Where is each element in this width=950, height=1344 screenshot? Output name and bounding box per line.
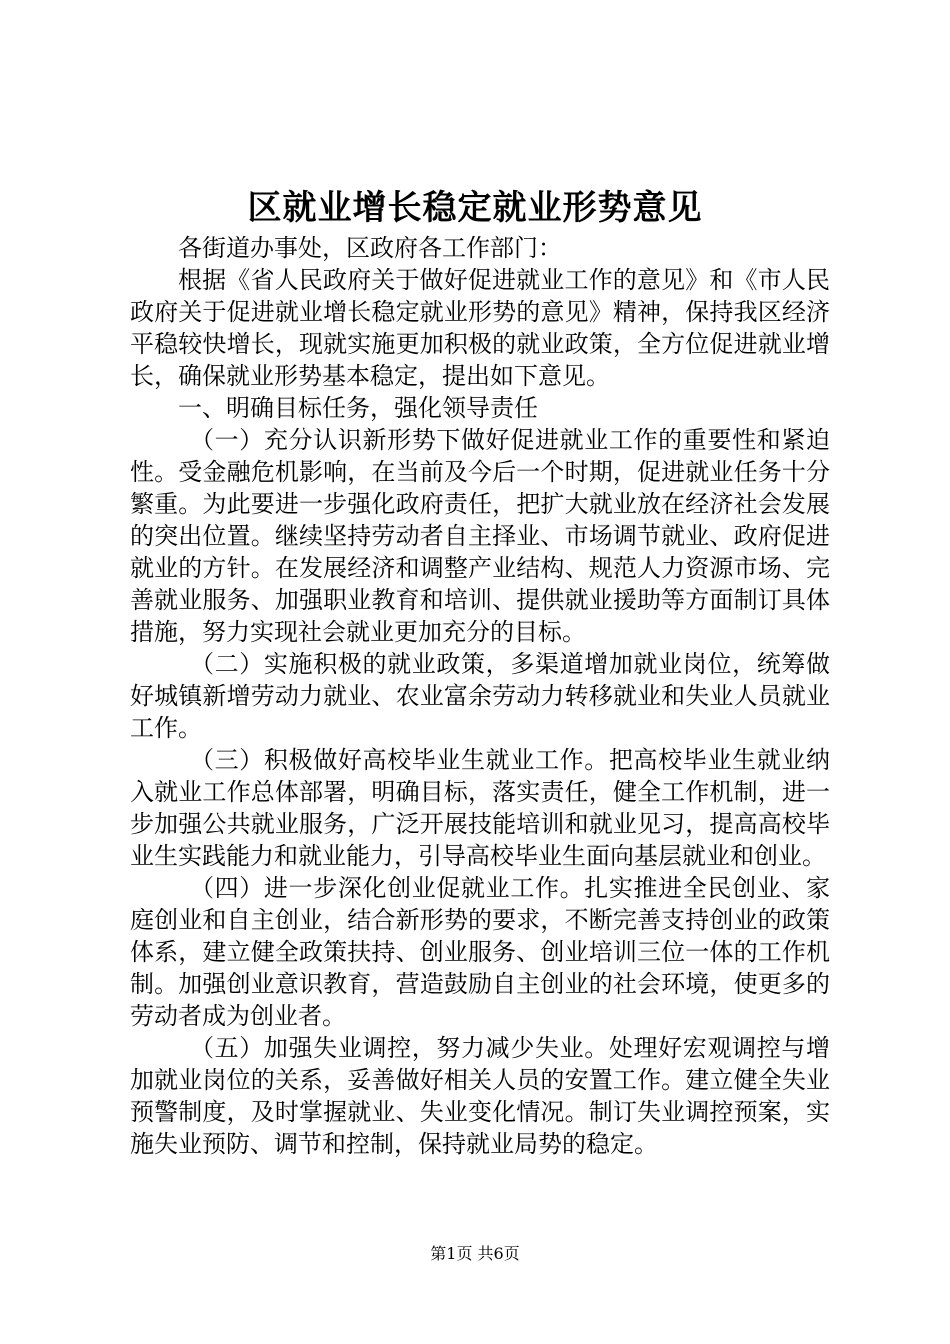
item-text: （二）实施积极的就业政策，多渠道增加就业岗位，统筹做好城镇新增劳动力就业、农业富余劳动力转移就业和失业人员就业工作。: [130, 650, 830, 742]
section-heading: [130, 392, 830, 424]
list-item: [130, 424, 830, 648]
salutation-text: 各街道办事处，区政府各工作部门：: [178, 234, 562, 262]
intro-paragraph: [130, 264, 830, 392]
page-number: 第1页 共6页: [430, 1244, 520, 1263]
item-text: （三）积极做好高校毕业生就业工作。把高校毕业生就业纳入就业工作总体部署，明确目标，落实责任，健全工作机制，进一步加强公共就业服务，广泛开展技能培训和就业见习，提高高校毕业生实践能力和就业能力，引导高校毕业生面向基层就业和创业。: [130, 746, 830, 870]
section-heading-text: 一、明确目标任务，强化领导责任: [178, 394, 538, 422]
item-text: （五）加强失业调控，努力减少失业。处理好宏观调控与增加就业岗位的关系，妥善做好相关人员的安置工作。建立健全失业预警制度，及时掌握就业、失业变化情况。制订失业调控预案，实施失业预防、调节和控制，保持就业局势的稳定。: [130, 1034, 830, 1158]
intro-text: 根据《省人民政府关于做好促进就业工作的意见》和《市人民政府关于促进就业增长稳定就业形势的意见》精神，保持我区经济平稳较快增长，现就实施更加积极的就业政策，全方位促进就业增长，确保就业形势基本稳定，提出如下意见。: [130, 266, 830, 390]
list-item: [130, 872, 830, 1032]
item-text: （四）进一步深化创业促就业工作。扎实推进全民创业、家庭创业和自主创业，结合新形势的要求，不断完善支持创业的政策体系，建立健全政策扶持、创业服务、创业培训三位一体的工作机制。加强创业意识教育，营造鼓励自主创业的社会环境，使更多的劳动者成为创业者。: [130, 874, 830, 1030]
list-item: [130, 648, 830, 744]
list-item: [130, 1032, 830, 1160]
salutation-paragraph: [130, 232, 830, 264]
document-body: [130, 232, 830, 1160]
list-item: [130, 744, 830, 872]
document-title: 区就业增长稳定就业形势意见: [247, 188, 703, 228]
item-text: （一）充分认识新形势下做好促进就业工作的重要性和紧迫性。受金融危机影响，在当前及今后一个时期，促进就业任务十分繁重。为此要进一步强化政府责任，把扩大就业放在经济社会发展的突出位置。继续坚持劳动者自主择业、市场调节就业、政府促进就业的方针。在发展经济和调整产业结构、规范人力资源市场、完善就业服务、加强职业教育和培训、提供就业援助等方面制订具体措施，努力实现社会就业更加充分的目标。: [130, 426, 830, 646]
